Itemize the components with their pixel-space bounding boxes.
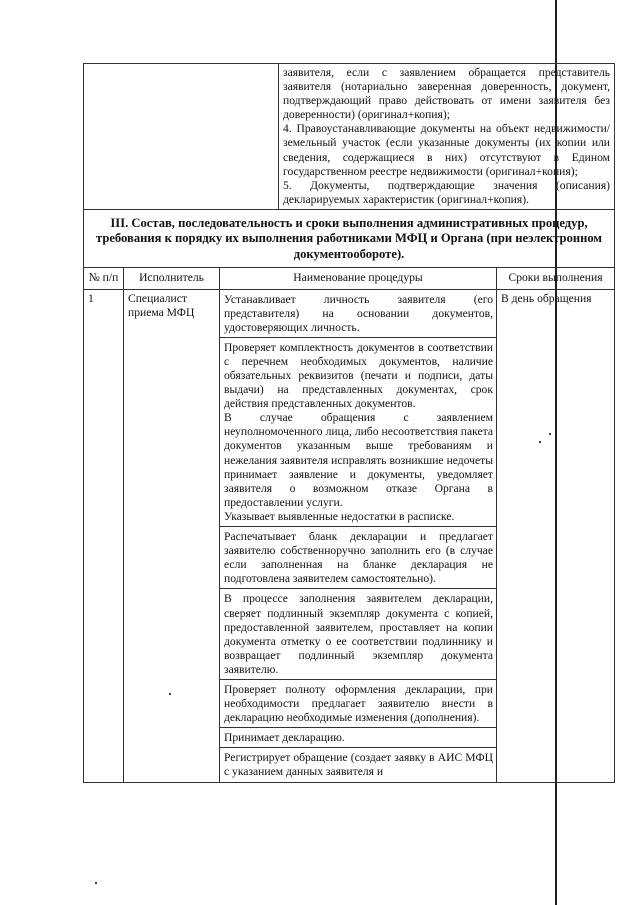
procedure-text: Принимает декларацию. (224, 731, 345, 745)
row-number: 1 (84, 289, 124, 782)
procedure-text: Проверяет комплектность документов в соответствии с перечнем необходимых документов, наличие обязательных реквизитов (печати и подписи, даты выдачи) на представленных документах, срок действия представленных документов. (224, 340, 493, 411)
procedure-step (220, 290, 496, 338)
procedure-table (83, 63, 615, 783)
procedure-text: В процессе заполнения заявителем декларации, сверяет подлинный экземпляр документа с копией, предоставленной заявителем, проставляет на копии документа отметку о ее соответствии подлиннику и возвращает подлинный экземпляр документа заявителю. (224, 592, 493, 676)
table-row (84, 289, 615, 782)
procedure-step (220, 589, 496, 680)
section-title: III. Состав, последовательность и сроки выполнения административных процедур, требования к порядку их выполнения работниками МФЦ и Органа (при неэлектронном документообороте). (84, 209, 615, 268)
header-num: № п/п (84, 268, 124, 289)
procedure-text: Указывает выявленные недостатки в расписке. (224, 509, 455, 523)
section-title-row (84, 209, 615, 268)
continuation-empty-cell (84, 64, 279, 210)
procedure-text: Проверяет полноту оформления декларации, при необходимости предлагает заявителю внести в декларацию необходимые изменения (дополнения). (224, 682, 493, 725)
document-list-item: заявителя, если с заявлением обращается представитель заявителя (нотариально заверенная доверенность, документ, подтверждающий право действовать от имени заявителя без доверенности) (оригинал+копия); (283, 66, 611, 122)
document-list-item: 4. Правоустанавливающие документы на объект недвижимости/земельный участок (если указанные документы (их копии или сведения, содержащиеся в них) отсутствуют в Едином государственном реестре недвижимости (оригинал+копия); (283, 122, 611, 178)
procedure-step (220, 680, 496, 728)
procedure-text: Устанавливает личность заявителя (его представителя) на основании документов, удостоверяющих личность. (224, 292, 493, 334)
row-deadline: В день обращения (497, 289, 615, 782)
header-deadline: Сроки выполнения (497, 268, 615, 289)
row-executor: Специалист приема МФЦ (124, 289, 220, 782)
procedure-step (220, 748, 496, 781)
scan-speck (95, 882, 97, 884)
procedure-text: В случае обращения с заявлением неуполномоченного лица, либо несоответствия пакета документов указанным выше требованиям и нежелания заявителя исправлять возникшие недочеты принимает заявление и документы, уведомляет заявителя о возможном отказе Органа в предоставлении услуги. (224, 411, 493, 509)
procedure-text: Распечатывает бланк декларации и предлагает заявителю собственноручно заполнить его (в случае если заполненная на бланке декларация не подготовлена заявителем самостоятельно). (224, 530, 493, 586)
procedure-list (220, 289, 497, 782)
continuation-cell (279, 64, 615, 210)
procedure-step (220, 728, 496, 748)
procedure-step (220, 527, 496, 589)
procedure-step (220, 338, 496, 527)
table-header-row (84, 268, 615, 289)
procedure-text: Регистрирует обращение (создает заявку в АИС МФЦ с указанием данных заявителя и (224, 751, 493, 779)
header-executor: Исполнитель (124, 268, 220, 289)
header-procedure: Наименование процедуры (220, 268, 497, 289)
continuation-row (84, 64, 615, 210)
document-list-item: 5. Документы, подтверждающие значения (описания) декларируемых характеристик (оригинал+копия). (283, 178, 611, 206)
